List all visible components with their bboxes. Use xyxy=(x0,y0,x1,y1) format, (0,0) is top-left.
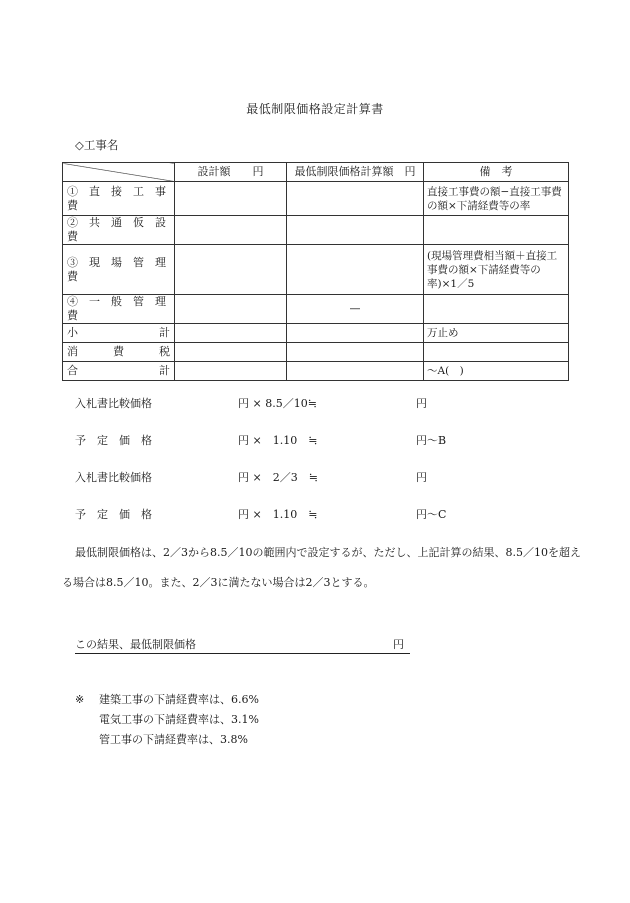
calc-label: 予 定 価 格 xyxy=(75,434,152,447)
calc-label: 入札書比較価格 xyxy=(75,471,152,484)
cell-remarks: 〜A( ) xyxy=(424,362,569,381)
calc-label: 入札書比較価格 xyxy=(75,397,152,410)
table-row-direct-cost xyxy=(63,182,569,216)
row-label xyxy=(63,362,175,381)
document-title: 最低制限価格設定計算書 xyxy=(246,102,384,116)
label-mid: 費 xyxy=(113,345,124,358)
cell-remarks xyxy=(424,216,569,245)
calc-label: 予 定 価 格 xyxy=(75,508,152,521)
calc-result: 円〜B xyxy=(416,434,447,447)
cell-design xyxy=(175,362,287,381)
note-line: 管工事の下請経費率は、3.8% xyxy=(99,733,248,746)
calc-formula: 円 × 2／3 ≒ xyxy=(238,471,318,484)
label-right: 計 xyxy=(159,364,170,377)
row-label: ② 共 通 仮 設 費 xyxy=(63,216,175,245)
calc-formula: 円 × 1.10 ≒ xyxy=(238,434,318,447)
calc-formula: 円 × 8.5／10≒ xyxy=(238,397,317,410)
row-label: ④ 一 般 管 理 費 xyxy=(63,295,175,324)
label-right: 計 xyxy=(159,326,170,339)
header-min-price-calc: 最低制限価格計算額 円 xyxy=(287,163,424,182)
cell-design xyxy=(175,324,287,343)
header-remarks: 備 考 xyxy=(424,163,569,182)
note-line: 電気工事の下請経費率は、3.1% xyxy=(99,713,259,726)
label-left: 合 xyxy=(67,364,78,377)
cell-remarks xyxy=(424,295,569,324)
calc-result: 円 xyxy=(416,471,427,484)
cell-min-calc xyxy=(287,182,424,216)
calc-result: 円 xyxy=(416,397,427,410)
label-right: 税 xyxy=(159,345,170,358)
header-diagonal-cell xyxy=(63,163,175,182)
table-row-total xyxy=(63,362,569,381)
cell-design xyxy=(175,295,287,324)
calculation-table xyxy=(62,162,569,381)
calc-formula: 円 × 1.10 ≒ xyxy=(238,508,318,521)
result-unit: 円 xyxy=(393,638,404,651)
cell-design xyxy=(175,182,287,216)
table-row-general-mgmt xyxy=(63,295,569,324)
cell-min-calc: — xyxy=(287,295,424,324)
cell-design xyxy=(175,343,287,362)
row-label xyxy=(63,343,175,362)
table-row-subtotal xyxy=(63,324,569,343)
table-row-consumption-tax xyxy=(63,343,569,362)
notes-list xyxy=(99,690,259,750)
cell-min-calc xyxy=(287,343,424,362)
cell-remarks: 万止め xyxy=(424,324,569,343)
cell-min-calc xyxy=(287,324,424,343)
row-label: ③ 現 場 管 理 費 xyxy=(63,245,175,295)
cell-design xyxy=(175,216,287,245)
table-row-site-mgmt xyxy=(63,245,569,295)
row-label: ① 直 接 工 事 費 xyxy=(63,182,175,216)
table-header-row xyxy=(63,163,569,182)
rule-paragraph: 最低制限価格は、2／3から8.5／10の範囲内で設定するが、ただし、上記計算の結果、8.5／10を超える場合は8.5／10。また、2／3に満たない場合は2／3とする。 xyxy=(62,546,581,589)
note-line: 建築工事の下請経費率は、6.6% xyxy=(99,693,259,706)
result-line xyxy=(75,636,410,654)
row-label xyxy=(63,324,175,343)
label-left: 小 xyxy=(67,326,78,339)
cell-min-calc xyxy=(287,245,424,295)
header-design-amount: 設計額 円 xyxy=(175,163,287,182)
cell-min-calc xyxy=(287,362,424,381)
cell-remarks: (現場管理費相当額＋直接工事費の額×下請経費等の率)×1／5 xyxy=(424,245,569,295)
label-left: 消 xyxy=(67,345,78,358)
table-row-common-temp xyxy=(63,216,569,245)
cell-remarks xyxy=(424,343,569,362)
result-label: この結果、最低制限価格 xyxy=(75,638,196,651)
notes-mark: ※ xyxy=(75,693,85,706)
cell-min-calc xyxy=(287,216,424,245)
cell-remarks: 直接工事費の額−直接工事費の額×下請経費等の率 xyxy=(424,182,569,216)
calc-result: 円〜C xyxy=(416,508,447,521)
project-name-label: ◇工事名 xyxy=(75,138,119,152)
cell-design xyxy=(175,245,287,295)
